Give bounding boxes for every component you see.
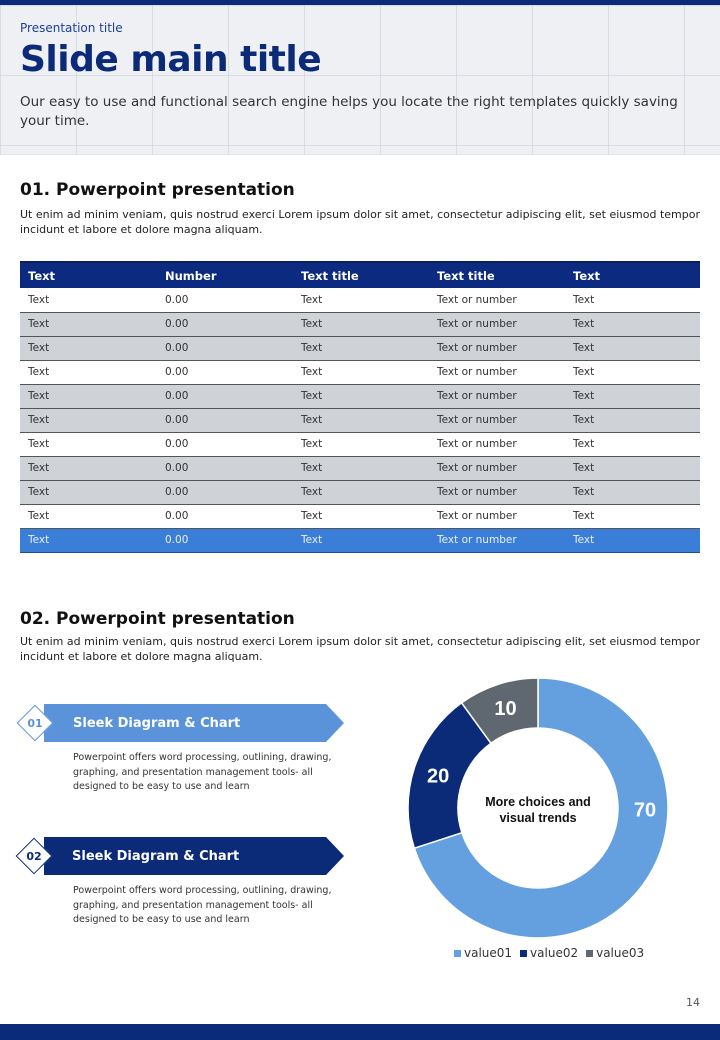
table-cell: 0.00 — [157, 528, 293, 552]
table-cell: 0.00 — [157, 360, 293, 384]
table-cell: Text or number — [429, 336, 565, 360]
item2-description: Powerpoint offers word processing, outlining, drawing, graphing, and presentation management tools- all designed to be easy to use and learn — [73, 885, 332, 925]
legend-label: value01 — [464, 946, 513, 960]
table-cell: Text — [20, 504, 157, 528]
table-row — [20, 312, 700, 336]
table-cell: Text — [293, 312, 429, 336]
legend-item — [520, 946, 578, 960]
item2-label: Sleek Diagram & Chart — [72, 849, 240, 864]
table-cell: Text — [20, 480, 157, 504]
donut-data-label: 70 — [633, 799, 657, 822]
table-cell: Text — [293, 528, 429, 552]
table-row — [20, 384, 700, 408]
table-cell: Text — [293, 504, 429, 528]
section1-text: Ut enim ad minim veniam, quis nostrud exerci Lorem ipsum dolor sit amet, consectetur adipiscing elit, set eiusmod tempor incidunt et labore et dolore magna aliquam. — [20, 208, 700, 236]
table-cell: Text — [293, 360, 429, 384]
table-header-cell: Number — [157, 262, 293, 288]
legend-swatch — [454, 950, 461, 957]
item1-description: Powerpoint offers word processing, outlining, drawing, graphing, and presentation management tools- all designed to be easy to use and learn — [73, 752, 332, 792]
table-cell: Text or number — [429, 312, 565, 336]
section1-title: 01. Powerpoint presentation — [20, 180, 295, 200]
item1-label: Sleek Diagram & Chart — [73, 716, 241, 731]
page-number: 14 — [686, 996, 700, 1009]
table-cell: 0.00 — [157, 504, 293, 528]
table-cell: Text — [565, 528, 700, 552]
donut-data-label: 10 — [494, 698, 517, 721]
table-cell: Text or number — [429, 432, 565, 456]
header-band — [0, 5, 720, 155]
table-cell: Text — [565, 504, 700, 528]
table-cell: Text or number — [429, 360, 565, 384]
table-cell: Text — [565, 360, 700, 384]
table-row — [20, 456, 700, 480]
table-header-cell: Text title — [429, 262, 565, 288]
legend-label: value03 — [596, 946, 645, 960]
table-cell: 0.00 — [157, 480, 293, 504]
table-cell: Text — [293, 336, 429, 360]
table-cell: 0.00 — [157, 432, 293, 456]
bottom-accent-bar — [0, 1024, 720, 1040]
table-row-highlighted — [20, 528, 700, 552]
item2-number: 02 — [26, 850, 42, 863]
header-description: Our easy to use and functional search engine helps you locate the right templates quickly saving your time. — [20, 94, 678, 129]
donut-data-label: 20 — [427, 765, 450, 788]
table-row — [20, 336, 700, 360]
donut-chart — [400, 670, 676, 946]
table-cell: Text — [565, 288, 700, 312]
table-cell: Text — [293, 288, 429, 312]
table-cell: Text — [293, 384, 429, 408]
table-header-cell: Text — [20, 262, 157, 288]
table-cell: 0.00 — [157, 312, 293, 336]
table-row — [20, 288, 700, 312]
presentation-title: Presentation title — [20, 21, 123, 35]
table-cell: Text — [293, 408, 429, 432]
table-cell: Text or number — [429, 480, 565, 504]
legend-item — [454, 946, 512, 960]
table-cell: Text or number — [429, 504, 565, 528]
table-cell: Text — [565, 384, 700, 408]
table-cell: Text — [20, 408, 157, 432]
table-cell: Text — [20, 312, 157, 336]
page-title: Slide main title — [20, 39, 322, 80]
table-cell: Text — [20, 384, 157, 408]
chart-center-label-line2: visual trends — [499, 811, 577, 825]
legend-item — [586, 946, 644, 960]
table-header-cell: Text title — [293, 262, 429, 288]
table-cell: Text — [565, 336, 700, 360]
table-row — [20, 408, 700, 432]
table-cell: Text — [20, 456, 157, 480]
table-cell: Text or number — [429, 384, 565, 408]
table-header-row — [20, 262, 700, 288]
table-cell: 0.00 — [157, 408, 293, 432]
section2-title: 02. Powerpoint presentation — [20, 609, 295, 629]
table-row — [20, 480, 700, 504]
table-cell: Text — [20, 288, 157, 312]
table-cell: Text — [565, 480, 700, 504]
legend-swatch — [586, 950, 593, 957]
table-cell: Text — [565, 456, 700, 480]
chart-legend — [454, 946, 644, 960]
table-cell: Text — [20, 432, 157, 456]
table-cell: Text — [565, 312, 700, 336]
item1-number: 01 — [27, 717, 43, 730]
section2-text: Ut enim ad minim veniam, quis nostrud exerci Lorem ipsum dolor sit amet, consectetur adipiscing elit, set eiusmod tempor incidunt et labore et dolore magna aliquam. — [20, 635, 700, 663]
table-cell: Text — [565, 432, 700, 456]
table-cell: 0.00 — [157, 336, 293, 360]
data-table — [20, 261, 700, 553]
table-cell: 0.00 — [157, 384, 293, 408]
table-cell: 0.00 — [157, 288, 293, 312]
table-cell: Text — [565, 408, 700, 432]
legend-swatch — [520, 950, 527, 957]
table-row — [20, 504, 700, 528]
table-cell: Text or number — [429, 408, 565, 432]
table-cell: Text — [20, 528, 157, 552]
table-cell: Text — [293, 480, 429, 504]
table-cell: Text or number — [429, 456, 565, 480]
legend-label: value02 — [530, 946, 579, 960]
table-cell: Text or number — [429, 528, 565, 552]
table-cell: Text — [293, 432, 429, 456]
chart-center-label-line1: More choices and — [485, 795, 591, 809]
table-cell: Text — [20, 336, 157, 360]
table-cell: Text — [20, 360, 157, 384]
table-cell: Text — [293, 456, 429, 480]
table-row — [20, 360, 700, 384]
table-row — [20, 432, 700, 456]
table-cell: 0.00 — [157, 456, 293, 480]
table-cell: Text or number — [429, 288, 565, 312]
table-header-cell: Text — [565, 262, 700, 288]
